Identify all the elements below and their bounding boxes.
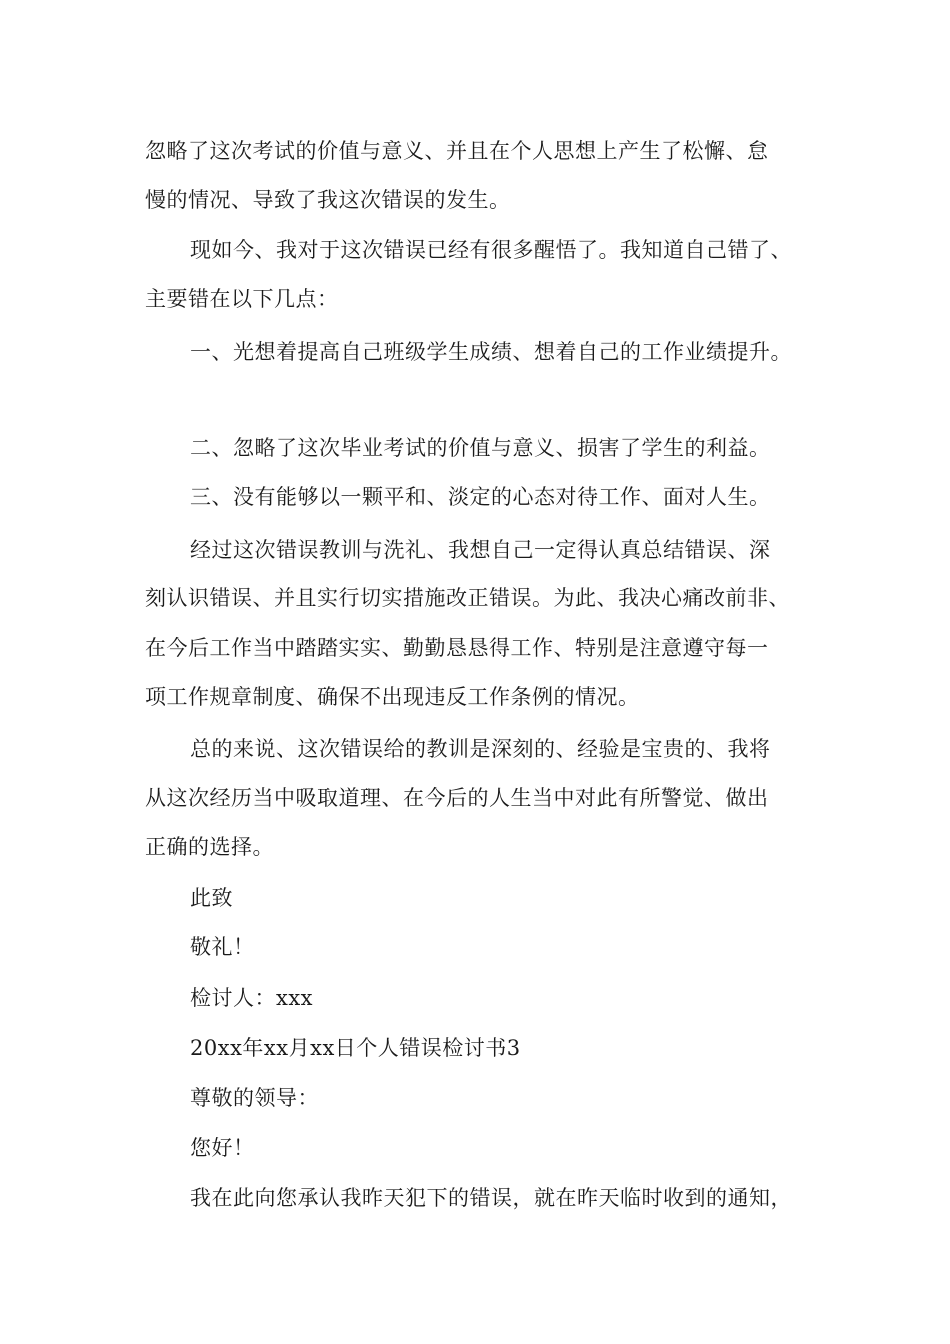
list-item-2: 二、忽略了这次毕业考试的价值与意义、损害了学生的利益。 — [190, 436, 771, 460]
text-line: 忽略了这次考试的价值与意义、并且在个人思想上产生了松懈、怠 — [145, 139, 769, 163]
text-line: 在今后工作当中踏踏实实、勤勤恳恳得工作、特别是注意遵守每一 — [145, 636, 769, 660]
text-line: 正确的选择。 — [145, 835, 274, 859]
paragraph-start: 经过这次错误教训与洗礼、我想自己一定得认真总结错误、深 — [190, 538, 771, 562]
paragraph-start: 我在此向您承认我昨天犯下的错误，就在昨天临时收到的通知， — [190, 1186, 792, 1210]
text-line: 从这次经历当中吸取道理、在今后的人生当中对此有所警觉、做出 — [145, 786, 769, 810]
paragraph-start: 总的来说、这次错误给的教训是深刻的、经验是宝贵的、我将 — [190, 737, 771, 761]
greeting-line: 尊敬的领导： — [190, 1086, 319, 1110]
list-item-3: 三、没有能够以一颗平和、淡定的心态对待工作、面对人生。 — [190, 485, 771, 509]
closing-salutation: 此致 — [190, 886, 233, 910]
list-item-1: 一、光想着提高自己班级学生成绩、想着自己的工作业绩提升。 — [190, 340, 792, 364]
greeting-line: 您好！ — [190, 1136, 255, 1160]
text-line: 主要错在以下几点： — [145, 287, 339, 311]
text-line: 刻认识错误、并且实行切实措施改正错误。为此、我决心痛改前非、 — [145, 586, 790, 610]
closing-regards: 敬礼！ — [190, 935, 255, 959]
text-line: 慢的情况、导致了我这次错误的发生。 — [145, 188, 511, 212]
paragraph-start: 现如今、我对于这次错误已经有很多醒悟了。我知道自己错了、 — [190, 238, 792, 262]
date-title-line: 20xx年xx月xx日个人错误检讨书3 — [190, 1036, 521, 1060]
signature-line: 检讨人：xxx — [190, 986, 314, 1010]
text-line: 项工作规章制度、确保不出现违反工作条例的情况。 — [145, 685, 640, 709]
